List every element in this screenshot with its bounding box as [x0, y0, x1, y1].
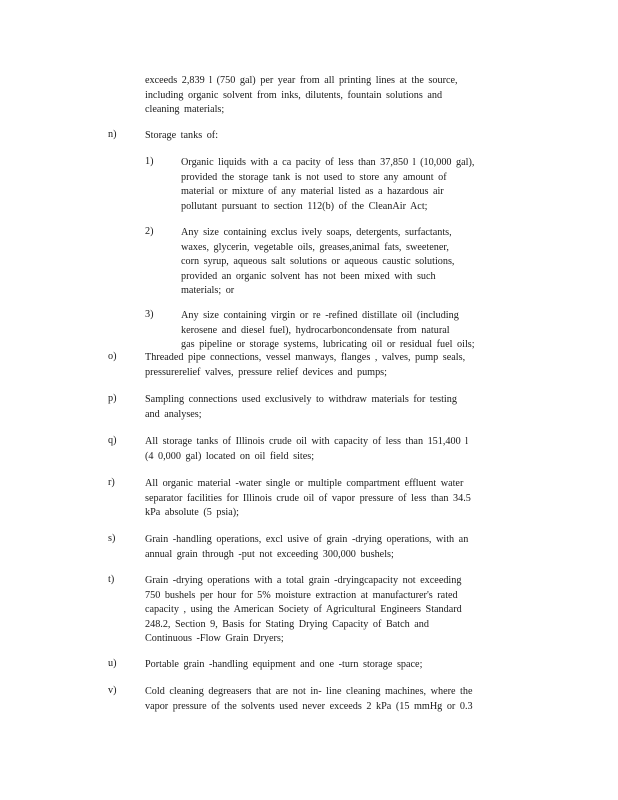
- subitem-1-text: [181, 156, 474, 214]
- text-line: All organic material -water single or multiple compartment effluent water: [145, 478, 464, 489]
- text-line: Threaded pipe connections, vessel manways, flanges , valves, pump seals,: [145, 352, 466, 363]
- text-line: vapor pressure of the solvents used never exceeds 2 kPa (15 mmHg or 0.3: [145, 700, 473, 712]
- item-p-text: [145, 393, 457, 422]
- text-line: Any size containing exclus ively soaps, detergents, surfactants,: [181, 227, 452, 238]
- text-line: gas pipeline or storage systems, lubricating oil or residual fuel oils;: [181, 339, 475, 350]
- item-label-s: s): [108, 533, 116, 544]
- text-line: Organic liquids with a ca pacity of less than 37,850 l (10,000 gal),: [181, 157, 475, 168]
- item-label-o: o): [108, 351, 117, 362]
- text-line: Storage tanks of:: [145, 130, 219, 141]
- item-r-text: [145, 477, 471, 521]
- intro-paragraph: [145, 74, 458, 118]
- text-line: Sampling connections used exclusively to withdraw materials for testing: [145, 394, 457, 405]
- text-line: material or mixture of any material listed as a hazardous air: [181, 186, 444, 197]
- text-line: Portable grain -handling equipment and one -turn storage space;: [145, 659, 423, 670]
- text-line: waxes, glycerin, vegetable oils, greases,animal fats, sweetener,: [181, 241, 449, 253]
- text-line: kPa absolute (5 psia);: [145, 507, 239, 518]
- text-line: materials; or: [181, 285, 235, 296]
- subitem-2-text: [181, 226, 454, 299]
- item-t-text: [145, 574, 462, 647]
- item-label-n: n): [108, 129, 117, 140]
- text-line: kerosene and diesel fuel), hydrocarboncondensate from natural: [181, 324, 450, 336]
- item-q-text: [145, 435, 468, 464]
- text-line: and analyses;: [145, 408, 202, 420]
- text-line: Any size containing virgin or re -refined distillate oil (including: [181, 310, 459, 321]
- text-line: annual grain through -put not exceeding 300,000 bushels;: [145, 548, 394, 560]
- text-line: cleaning materials;: [145, 104, 225, 115]
- subitem-label-3: 3): [145, 309, 154, 320]
- text-line: Grain -handling operations, excl usive of grain -drying operations, with an: [145, 534, 469, 545]
- text-line: (4 0,000 gal) located on oil field sites;: [145, 450, 315, 462]
- item-label-q: q): [108, 435, 117, 446]
- text-line: pressurerelief valves, pressure relief devices and pumps;: [145, 366, 387, 378]
- text-line: Continuous -Flow Grain Dryers;: [145, 633, 284, 644]
- text-line: All storage tanks of Illinois crude oil with capacity of less than 151,400 l: [145, 436, 469, 447]
- item-label-t: t): [108, 574, 115, 585]
- text-line: pollutant pursuant to section 112(b) of the CleanAir Act;: [181, 200, 428, 212]
- text-line: capacity , using the American Society of Agricultural Engineers Standard: [145, 604, 462, 615]
- text-line: provided an organic solvent has not been mixed with such: [181, 270, 436, 282]
- text-line: exceeds 2,839 l (750 gal) per year from all printing lines at the source,: [145, 75, 458, 86]
- item-s-text: [145, 533, 468, 562]
- item-n-text: [145, 129, 218, 144]
- item-label-p: p): [108, 393, 117, 404]
- item-v-text: [145, 685, 473, 714]
- text-line: 750 bushels per hour for 5% moisture extraction at manufacturer's rated: [145, 589, 458, 601]
- item-o-text: [145, 351, 465, 380]
- text-line: Cold cleaning degreasers that are not in- line cleaning machines, where the: [145, 686, 473, 697]
- item-label-u: u): [108, 658, 117, 669]
- subitem-3-text: [181, 309, 475, 353]
- text-line: Grain -drying operations with a total grain -dryingcapacity not exceeding: [145, 575, 462, 586]
- text-line: including organic solvent from inks, dilutents, fountain solutions and: [145, 89, 443, 101]
- text-line: 248.2, Section 9, Basis for Stating Drying Capacity of Batch and: [145, 618, 429, 630]
- item-u-text: [145, 658, 422, 673]
- item-label-r: r): [108, 477, 115, 488]
- text-line: provided the storage tank is not used to store any amount of: [181, 171, 447, 183]
- subitem-label-2: 2): [145, 226, 154, 237]
- text-line: corn syrup, aqueous salt solutions or aqueous caustic solutions,: [181, 256, 455, 267]
- text-line: separator facilities for Illinois crude oil of vapor pressure of less than 34.5: [145, 492, 471, 504]
- item-label-v: v): [108, 685, 117, 696]
- subitem-label-1: 1): [145, 156, 154, 167]
